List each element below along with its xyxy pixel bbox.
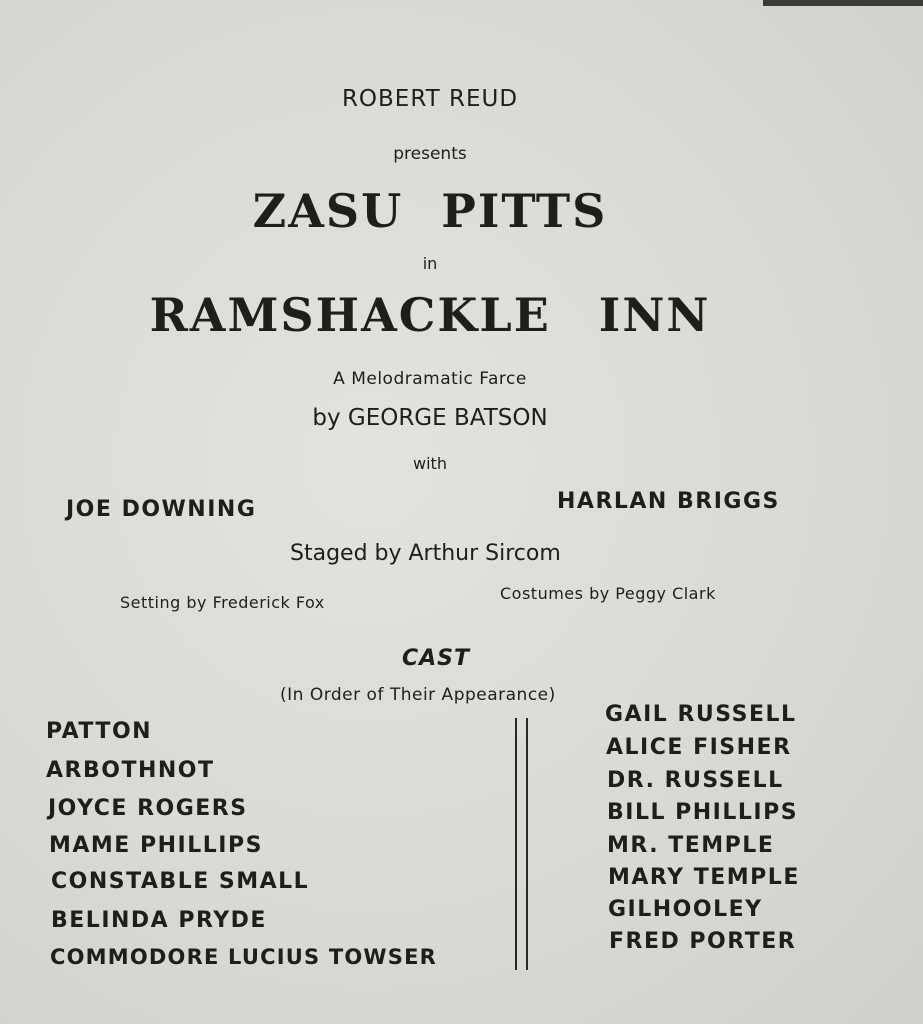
setting-credit: Setting by Frederick Fox	[120, 593, 325, 612]
role-name: DR. RUSSELL	[607, 768, 784, 793]
role-name: FRED PORTER	[609, 929, 797, 954]
role-name: CONSTABLE SMALL	[51, 869, 310, 894]
costar-left: JOE DOWNING	[66, 497, 257, 522]
producer-name: ROBERT REUD	[341, 86, 519, 112]
star-name: ZASU PITTS	[252, 184, 608, 238]
role-name: BILL PHILLIPS	[607, 800, 799, 825]
play-author: by GEORGE BATSON	[312, 405, 548, 431]
cast-divider-line	[526, 718, 528, 970]
cast-subheading: (In Order of Their Appearance)	[280, 685, 556, 705]
costumes-credit: Costumes by Peggy Clark	[500, 584, 716, 603]
page-edge-shadow	[763, 0, 923, 6]
play-subtitle: A Melodramatic Farce	[333, 369, 527, 389]
play-title: RAMSHACKLE INN	[149, 288, 711, 342]
role-name: GAIL RUSSELL	[605, 702, 797, 727]
costar-right: HARLAN BRIGGS	[557, 489, 780, 514]
role-name: MR. TEMPLE	[607, 833, 775, 858]
role-name: JOYCE ROGERS	[48, 796, 248, 821]
role-name: MAME PHILLIPS	[49, 833, 263, 858]
with-text: with	[413, 454, 447, 473]
role-name: COMMODORE LUCIUS TOWSER	[50, 945, 437, 969]
cast-heading: CAST	[402, 646, 471, 671]
role-name: ALICE FISHER	[606, 735, 792, 760]
cast-divider-line	[515, 718, 517, 970]
role-name: BELINDA PRYDE	[51, 908, 267, 933]
in-text: in	[422, 254, 438, 273]
presents-text: presents	[393, 144, 467, 164]
role-name: MARY TEMPLE	[608, 865, 800, 890]
role-name: GILHOOLEY	[608, 897, 763, 922]
role-name: ARBOTHNOT	[46, 758, 215, 783]
role-name: PATTON	[46, 719, 153, 744]
staged-by-credit: Staged by Arthur Sircom	[290, 541, 561, 566]
